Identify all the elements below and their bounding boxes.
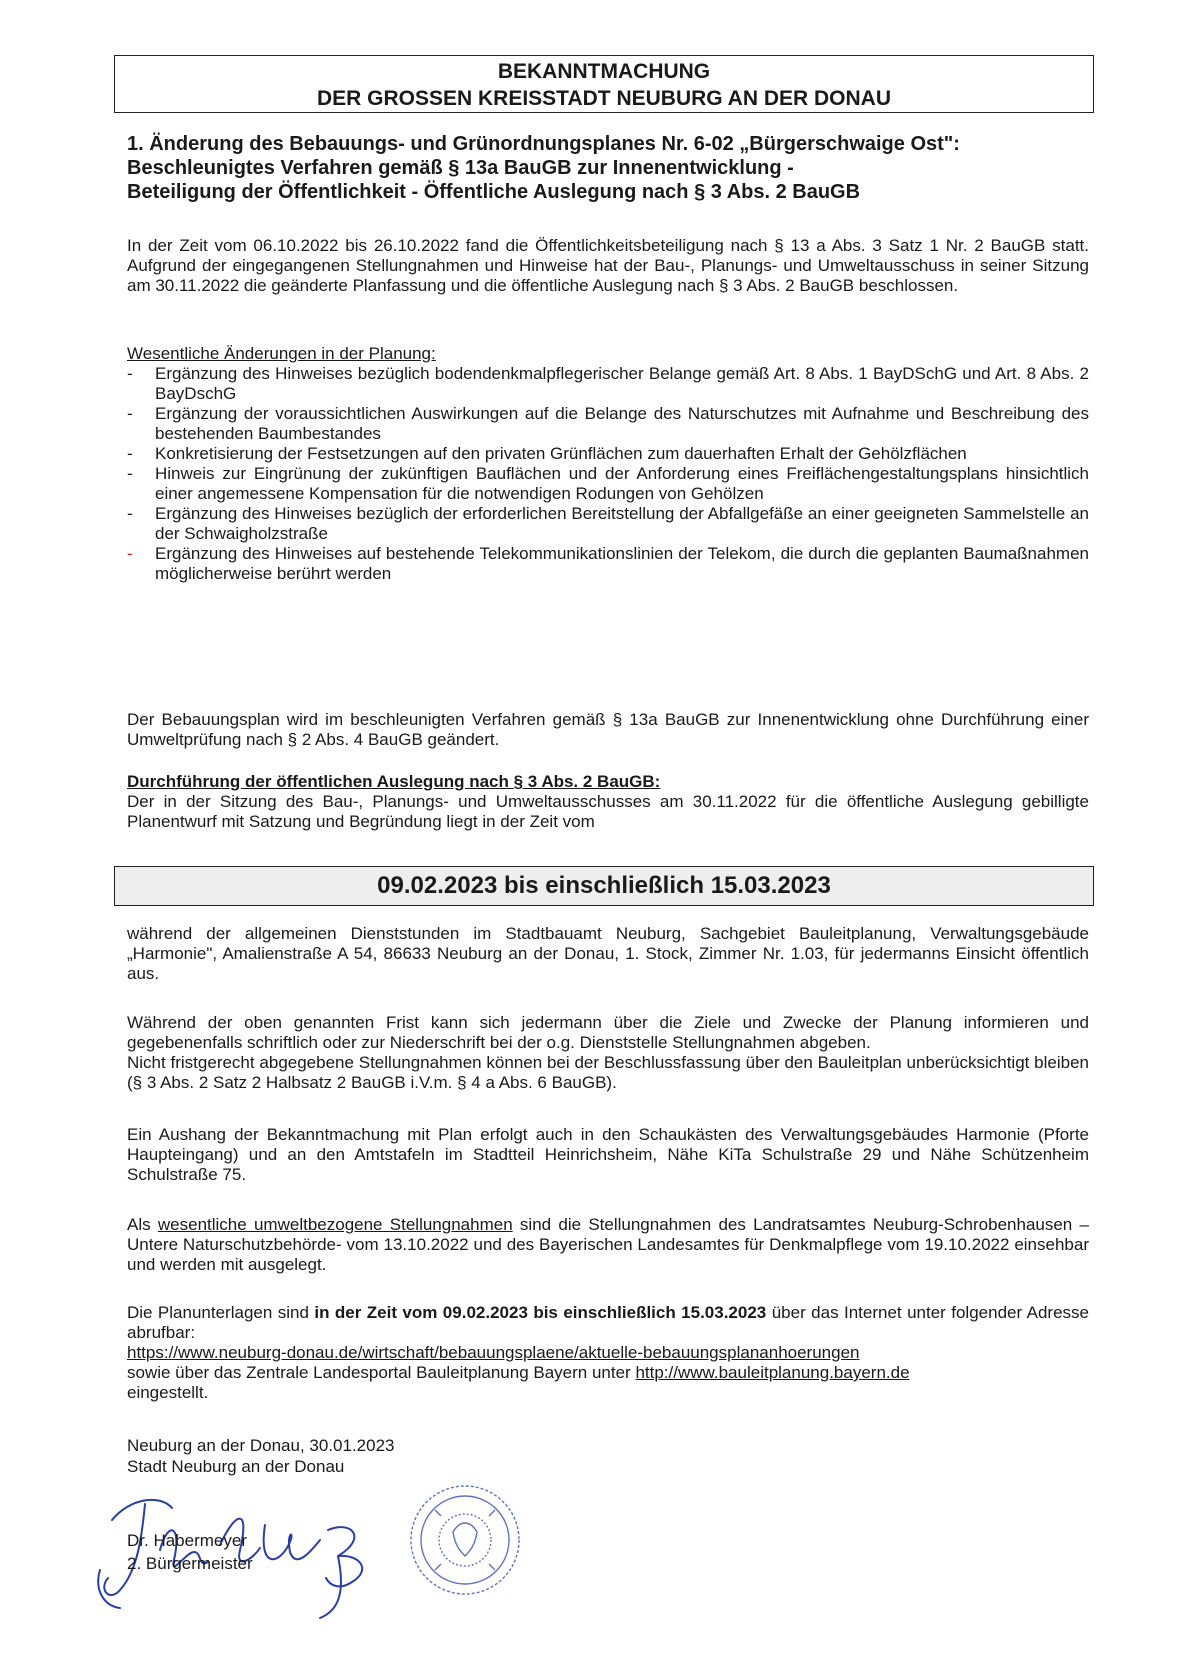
- signoff-org: Stadt Neuburg an der Donau: [127, 1457, 345, 1476]
- intro-paragraph: In der Zeit vom 06.10.2022 bis 26.10.2022 fand die Öffentlichkeitsbeteiligung nach § 13 a Abs. 3 Satz 1 Nr. 2 BauGB statt. Aufgrund der eingegangenen Stellungnahmen und Hinweise hat der Bau-, Planungs- und Umweltausschuss in seiner Sitzung am 30.11.2022 die geänderte Planfassung und die öffentliche Auslegung nach § 3 Abs. 2 BauGB beschlossen.: [127, 236, 1089, 295]
- display-period-box: [114, 866, 1094, 906]
- header-box: [114, 55, 1094, 113]
- display-section: [127, 772, 1089, 832]
- online-paragraph: Die Planunterlagen sind in der Zeit vom 09.02.2023 bis einschließlich 15.03.2023 über das Internet unter folgender Adresse abrufbar: https://www.neuburg-donau.de/wirtschaft/bebauungsplaene/aktuelle-bebauungsplananhoerungen sowie über das Zentrale Landesportal Bauleitplanung Bayern unter http://www.bauleitplanung.bayern.de eingestellt.: [127, 1303, 1089, 1402]
- header-title: BEKANNTMACHUNG: [497, 60, 711, 83]
- info-text-1: Während der oben genannten Frist kann sich jedermann über die Ziele und Zwecke der Planung informieren und gegebenenfalls schriftlich oder zur Niederschrift bei der o.g. Dienststelle Stellungnahmen abgeben.: [127, 1013, 1089, 1052]
- signoff-name: Dr. Habermeyer: [127, 1531, 247, 1550]
- location-paragraph: während der allgemeinen Dienststunden im Stadtbauamt Neuburg, Sachgebiet Bauleitplanung, Verwaltungsgebäude „Harmonie", Amalienstraße A 54, 86633 Neuburg an der Donau, 1. Stock, Zimmer Nr. 1.03, für jedermanns Einsicht öffentlich aus.: [127, 924, 1089, 983]
- signoff-title: 2. Bürgermeister: [127, 1554, 253, 1573]
- list-item: - Konkretisierung der Festsetzungen auf den privaten Grünflächen zum dauerhaften Erhalt der Gehölzflächen: [127, 444, 967, 463]
- online-period: in der Zeit vom 09.02.2023 bis einschließlich 15.03.2023: [314, 1303, 767, 1322]
- display-text: Der in der Sitzung des Bau-, Planungs- und Umweltausschusses am 30.11.2022 für die öffentliche Auslegung gebilligte Planentwurf mit Satzung und Begründung liegt in der Zeit vom: [127, 792, 1089, 831]
- signoff-place-date: Neuburg an der Donau, 30.01.2023: [127, 1436, 395, 1455]
- official-seal: [405, 1480, 525, 1600]
- portal-link[interactable]: http://www.bauleitplanung.bayern.de: [635, 1363, 910, 1382]
- procedure-paragraph: Der Bebauungsplan wird im beschleunigten Verfahren gemäß § 13a BauGB zur Innenentwicklung ohne Durchführung einer Umweltprüfung nach § 2 Abs. 4 BauGB geändert.: [127, 710, 1089, 749]
- list-item: - Ergänzung des Hinweises bezüglich der erforderlichen Bereitstellung der Abfallgefäße an einer geeigneten Sammelstelle an der Schwaigholzstraße: [127, 504, 1089, 543]
- subject-heading: [127, 132, 1087, 204]
- info-paragraph: [127, 1013, 1089, 1093]
- header-subtitle: DER GROSSEN KREISSTADT NEUBURG AN DER DONAU: [316, 87, 892, 110]
- list-item: - Hinweis zur Eingrünung der zukünftigen Bauflächen und der Anforderung eines Freiflächengestaltungsplans hinsichtlich einer angemessene Kompensation für die notwendigen Rodungen von Gehölzen: [127, 464, 1089, 503]
- subject-line-2: Beschleunigtes Verfahren gemäß § 13a BauGB zur Innenentwicklung -: [127, 157, 794, 179]
- display-period: 09.02.2023 bis einschließlich 15.03.2023: [377, 872, 831, 899]
- planning-docs-link[interactable]: https://www.neuburg-donau.de/wirtschaft/bebauungsplaene/aktuelle-bebauungsplananhoerungen: [127, 1343, 860, 1362]
- display-heading: Durchführung der öffentlichen Auslegung nach § 3 Abs. 2 BauGB:: [127, 772, 661, 791]
- subject-line-1: 1. Änderung des Bebauungs- und Grünordnungsplanes Nr. 6-02 „Bürgerschwaige Ost":: [127, 133, 960, 155]
- list-item: - Ergänzung der voraussichtlichen Auswirkungen auf die Belange des Naturschutzes mit Aufnahme und Beschreibung des bestehenden Baumbestandes: [127, 404, 1089, 443]
- changes-section: [127, 344, 1089, 584]
- environment-highlight: wesentliche umweltbezogene Stellungnahmen: [157, 1215, 513, 1234]
- notice-paragraph: Ein Aushang der Bekanntmachung mit Plan erfolgt auch in den Schaukästen des Verwaltungsgebäudes Harmonie (Pforte Haupteingang) und an den Amtstafeln im Stadtteil Heinrichsheim, Nähe KiTa Schulstraße 29 und Nähe Schützenheim Schulstraße 75.: [127, 1125, 1089, 1184]
- list-item: - Ergänzung des Hinweises auf bestehende Telekommunikationslinien der Telekom, die durch die geplanten Baumaßnahmen möglicherweise berührt werden: [127, 544, 1089, 583]
- changes-list: [127, 364, 1089, 584]
- list-item: - Ergänzung des Hinweises bezüglich bodendenkmalpflegerischer Belange gemäß Art. 8 Abs. 1 BayDSchG und Art. 8 Abs. 2 BayDschG: [127, 364, 1089, 403]
- subject-line-3: Beteiligung der Öffentlichkeit - Öffentliche Auslegung nach § 3 Abs. 2 BauGB: [127, 181, 861, 203]
- environment-paragraph: Als wesentliche umweltbezogene Stellungnahmen sind die Stellungnahmen des Landratsamtes Neuburg-Schrobenhausen –Untere Naturschutzbehörde- vom 13.10.2022 und des Bayerischen Landesamtes für Denkmalpflege vom 19.10.2022 einsehbar und werden mit ausgelegt.: [127, 1215, 1089, 1274]
- info-text-2: Nicht fristgerecht abgegebene Stellungnahmen können bei der Beschlussfassung über den Bauleitplan unberücksichtigt bleiben (§ 3 Abs. 2 Satz 2 Halbsatz 2 BauGB i.V.m. § 4 a Abs. 6 BauGB).: [127, 1053, 1089, 1092]
- changes-heading: Wesentliche Änderungen in der Planung:: [127, 344, 436, 363]
